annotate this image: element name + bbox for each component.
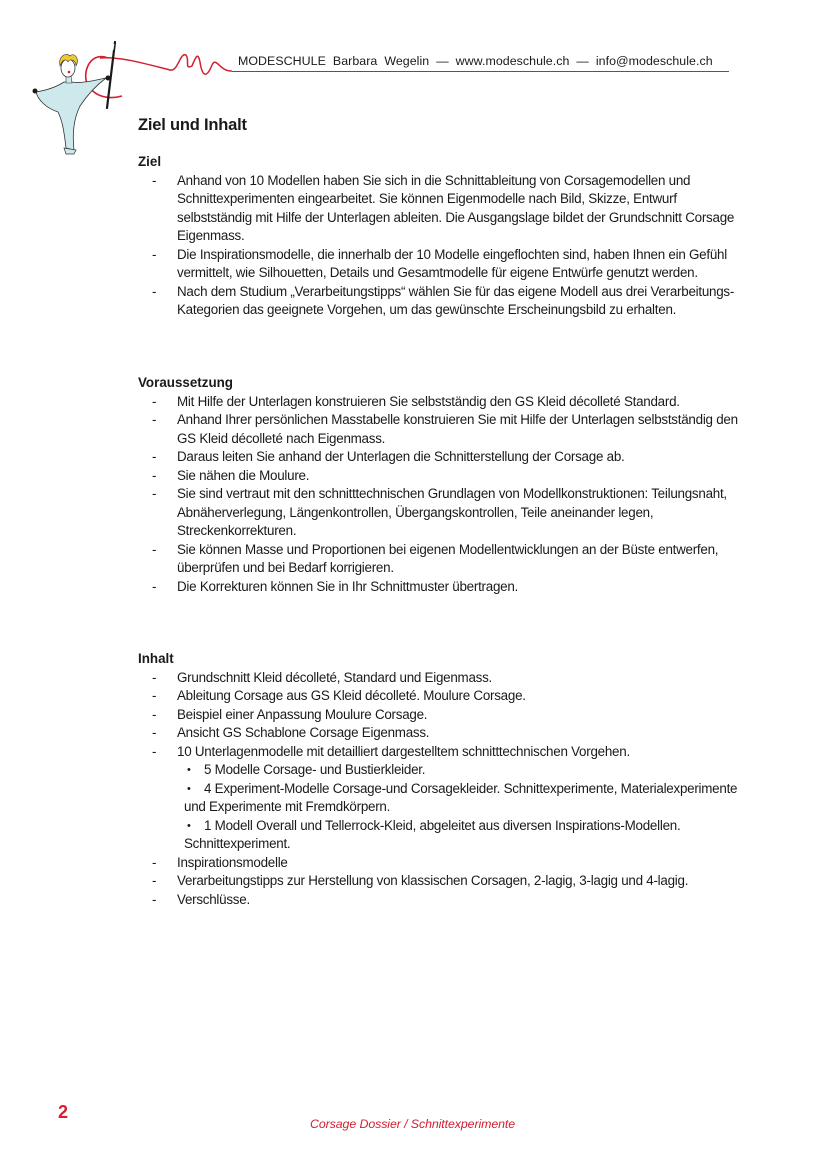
list-item: - Die Inspirationsmodelle, die innerhalb der 10 Modelle eingeflochten sind, haben Ihnen ein Gefühl vermittelt, wie Silhouetten, Details und Gesamtmodelle für eigene Entwürfe genutzt werden.: [152, 246, 727, 280]
header-contact-line: MODESCHULE Barbara Wegelin — www.modeschule.ch — info@modeschule.ch: [238, 54, 713, 68]
page-title: Ziel und Inhalt: [138, 116, 247, 134]
sub-list-item: • 4 Experiment-Modelle Corsage-und Corsagekleider. Schnittexperimente, Materialexperimente und Experimente mit Fremdkörpern.: [184, 780, 738, 814]
list-item: - Mit Hilfe der Unterlagen konstruieren Sie selbstständig den GS Kleid décolleté Standard.: [152, 393, 680, 409]
section-heading: Inhalt: [138, 651, 174, 666]
ziel-list: [138, 172, 738, 320]
list-item: - Nach dem Studium „Verarbeitungstipps“ wählen Sie für das eigene Modell aus drei Verarbeitungs-Kategorien das geeignete Vorgehen, um das gewünschte Erscheinungsbild zu erhalten.: [152, 283, 735, 317]
list-item: - Verschlüsse.: [152, 891, 250, 907]
list-item: - Sie nähen die Moulure.: [152, 467, 310, 483]
list-item: - Die Korrekturen können Sie in Ihr Schnittmuster übertragen.: [152, 578, 519, 594]
section-ziel: [138, 153, 738, 320]
seamstress-logo-icon: [0, 0, 260, 170]
sub-list-item: • 1 Modell Overall und Tellerrock-Kleid, abgeleitet aus diversen Inspirations-Modellen. Schnittexperiment.: [184, 817, 681, 851]
list-item: - Grundschnitt Kleid décolleté, Standard und Eigenmass.: [152, 669, 493, 685]
list-item: - Anhand von 10 Modellen haben Sie sich in die Schnittableitung von Corsagemodellen und Schnittexperimenten eingearbeitet. Sie können Eigenmodelle nach Bild, Skizze, Entwurf selbstständig mit Hilfe der Unterlagen ableiten. Die Ausgangslage bildet der Grundschnitt Corsage Eigenmass.: [152, 172, 735, 243]
inhalt-list: [138, 669, 738, 762]
list-item: - Daraus leiten Sie anhand der Unterlagen die Schnitterstellung der Corsage ab.: [152, 449, 625, 464]
list-item: - Sie sind vertraut mit den schnitttechnischen Grundlagen von Modellkonstruktionen: Teilungsnaht, Abnäherverlegung, Längenkontrollen, Übergangskontrollen, Teile aneinander legen, Streckenkorrekturen.: [152, 486, 727, 538]
list-item: - Sie können Masse und Proportionen bei eigenen Modellentwicklungen an der Büste entwerfen, überprüfen und bei Bedarf korrigieren.: [152, 541, 719, 575]
section-voraussetzung: [138, 374, 738, 596]
list-item: - Ableitung Corsage aus GS Kleid décolleté. Moulure Corsage.: [152, 688, 526, 703]
list-item: - Verarbeitungstipps zur Herstellung von klassischen Corsagen, 2-lagig, 3-lagig und 4-lagig.: [152, 873, 689, 888]
list-item: - Inspirationsmodelle: [152, 854, 288, 870]
list-item: - Anhand Ihrer persönlichen Masstabelle konstruieren Sie mit Hilfe der Unterlagen selbstständig den GS Kleid décolleté nach Eigenmass.: [152, 412, 738, 446]
footer-document-title: Corsage Dossier / Schnittexperimente: [310, 1117, 516, 1131]
page-number: 2: [58, 1102, 69, 1122]
section-inhalt: [138, 650, 738, 909]
inhalt-list-continued: [138, 854, 738, 910]
section-heading: Voraussetzung: [138, 375, 233, 390]
sub-list-item: • 5 Modelle Corsage- und Bustierkleider.: [187, 762, 426, 777]
header-divider: [232, 71, 729, 72]
inhalt-sublist: [138, 761, 738, 854]
list-item: - Beispiel einer Anpassung Moulure Corsage.: [152, 706, 428, 722]
list-item: - Ansicht GS Schablone Corsage Eigenmass.: [152, 725, 430, 740]
list-item: - 10 Unterlagenmodelle mit detailliert dargestelltem schnitttechnischen Vorgehen.: [152, 743, 630, 759]
section-heading: Ziel: [138, 154, 162, 169]
voraussetzung-list: [138, 393, 738, 597]
